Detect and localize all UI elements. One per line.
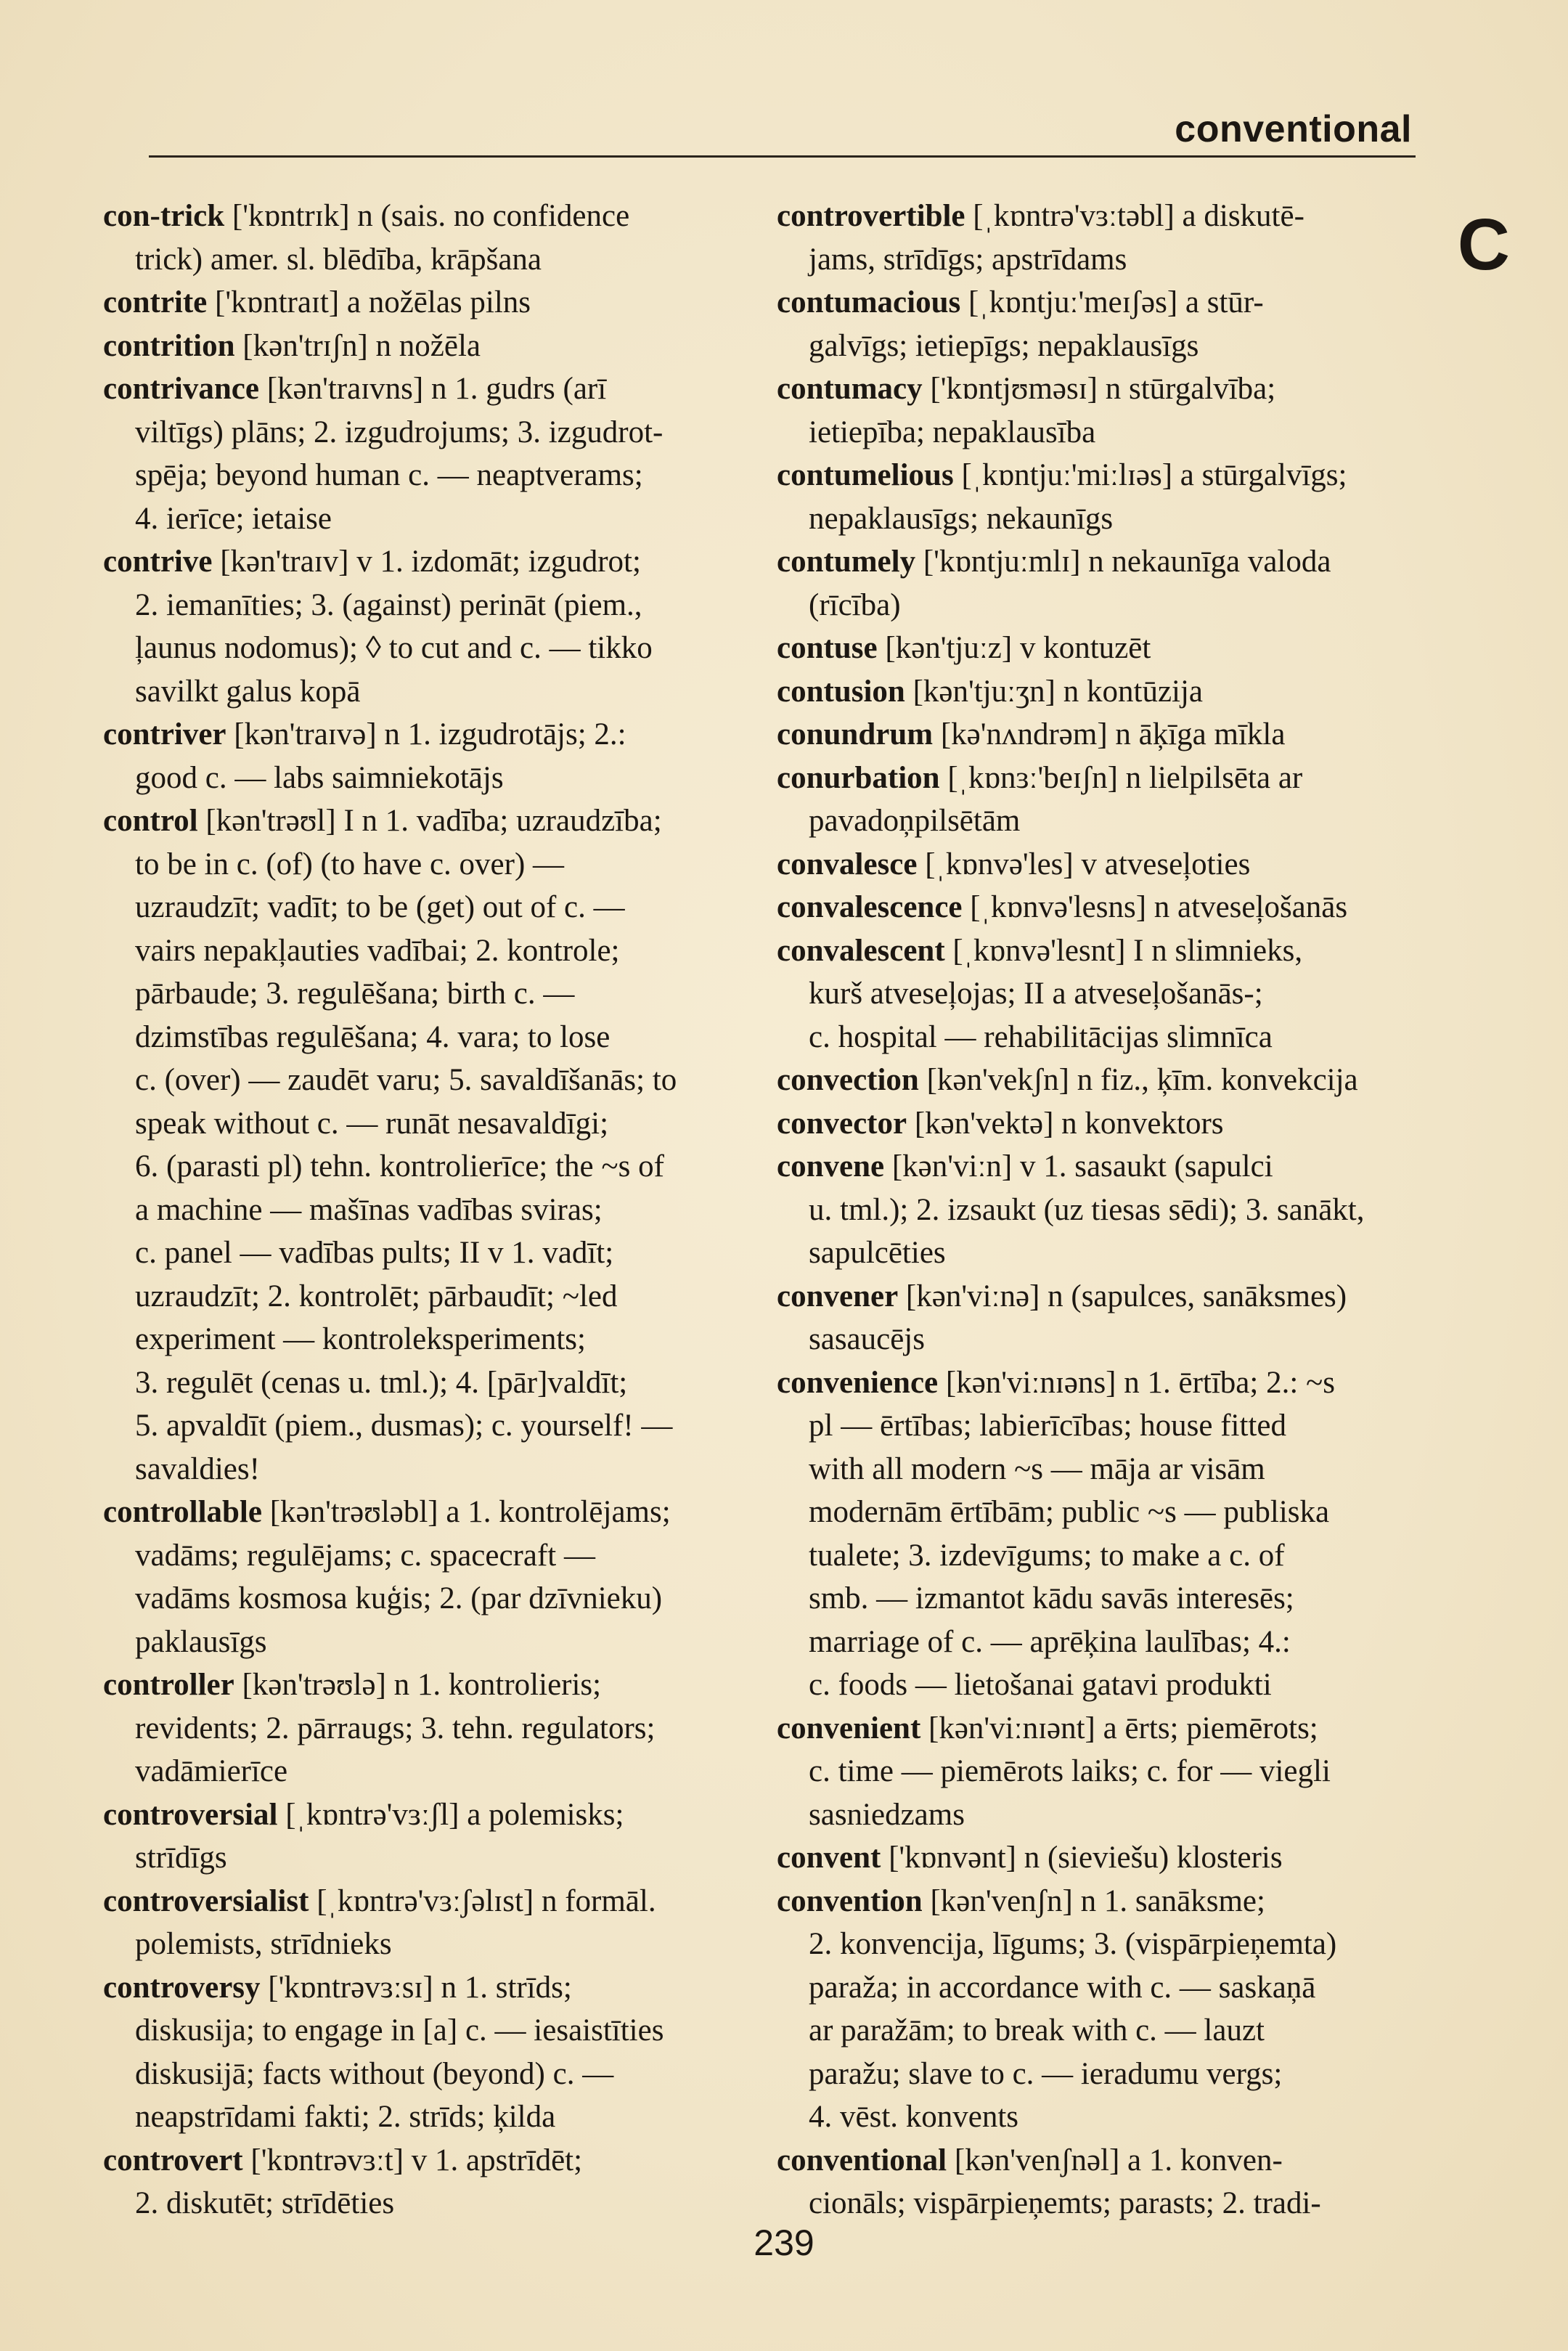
dictionary-entry [777,1059,1416,1102]
header-rule [149,155,1416,158]
entry-text: 2. konvencija, līgums; 3. (vispārpieņemta) [809,1927,1337,1961]
entry-headword: contriver [103,717,226,751]
entry-line [135,2182,738,2225]
entry-headword: conundrum [777,717,934,751]
entry-text: [kən'tjuːz] v kontuzēt [885,631,1151,665]
dictionary-entry [777,1361,1416,1707]
entry-text: ['kɒnvənt] n (sieviešu) klosteris [889,1841,1283,1875]
entry-line [809,1016,1416,1059]
entry-text: kurš atveseļojas; II a atveseļošanās-; [809,977,1263,1011]
entry-text: nepaklausīgs; nekaunīgs [809,501,1114,536]
entry-headword: convection [777,1063,919,1097]
entry-line [103,713,738,757]
entry-text: [kən'trəʊlə] n 1. kontrolieris; [242,1668,602,1702]
entry-line [777,1880,1416,1923]
entry-line [809,497,1416,541]
dictionary-entry [103,367,738,540]
entry-text: ietiepība; nepaklausība [809,415,1096,449]
entry-text: ļaunus nodomus); ◊ to cut and c. — tikko [135,631,653,665]
entry-line [809,1750,1416,1793]
dictionary-entry [103,281,738,325]
entry-text: smb. — izmantot kādu savās interesēs; [809,1581,1294,1615]
entry-text: (rīcība) [809,587,901,622]
entry-text: sapulcēties [809,1236,946,1270]
entry-text: with all modern ~s — māja ar visām [809,1451,1265,1486]
entry-line [135,972,738,1016]
entry-text: [ˌkɒntrə'vɜːʃəlɪst] n formāl. [317,1883,656,1918]
entry-headword: convention [777,1883,923,1918]
entry-line [777,1145,1416,1189]
entry-text: c. foods — lietošanai gatavi produkti [809,1668,1272,1702]
entry-text: vairs nepakļauties vadībai; 2. kontrole; [135,933,620,968]
dictionary-entry [777,1145,1416,1275]
entry-text: [ˌkɒntjuː'meɪʃəs] a stūr- [968,285,1264,319]
entry-line [135,1534,738,1578]
entry-text: spēja; beyond human c. — neaptverams; [135,458,643,492]
entry-line [135,238,738,282]
entry-line [809,2009,1416,2053]
entry-text: [kən'tjuːʒn] n kontūzija [912,674,1204,709]
entry-headword: conventional [777,2143,947,2177]
entry-text: [kən'traɪvns] n 1. gudrs (arī [266,372,607,406]
entry-text: [kən'traɪvə] n 1. izgudrotājs; 2.: [234,717,626,751]
dictionary-entry [777,1836,1416,1880]
entry-text: [ˌkɒntrə'vɜːtəbl] a diskutē- [973,199,1304,233]
entry-line [135,1577,738,1621]
entry-line [777,886,1416,929]
entry-line [809,1448,1416,1491]
entry-text: [kən'trɪʃn] n nožēla [242,328,481,363]
dictionary-entry [103,799,738,1491]
entry-line [103,1491,738,1534]
entry-line [809,1231,1416,1275]
entry-text: marriage of c. — aprēķina laulības; 4.: [809,1624,1291,1659]
entry-line [777,1275,1416,1319]
entry-headword: contrition [103,328,235,363]
entry-text: dzimstības regulēšana; 4. vara; to lose [135,1019,611,1054]
entry-line [135,2095,738,2139]
entry-line [135,1404,738,1448]
right-column [777,195,1416,2225]
entry-line [135,1016,738,1059]
entry-line [135,1836,738,1880]
entry-line [135,929,738,973]
entry-text: [kən'vektə] n konvektors [914,1106,1224,1141]
entry-headword: convent [777,1841,881,1875]
entry-headword: contumacy [777,372,923,406]
entry-headword: convenience [777,1365,939,1400]
entry-text: [ˌkɒnɜː'beɪʃn] n lielpilsēta ar [947,760,1303,795]
entry-line [809,584,1416,627]
dictionary-entry [777,627,1416,670]
entry-headword: convalesce [777,847,918,881]
entry-line [135,584,738,627]
entry-headword: con-trick [103,199,225,233]
entry-line [777,367,1416,411]
entry-text: 4. ierīce; ietaise [135,501,332,536]
entry-text: u. tml.); 2. izsaukt (uz tiesas sēdi); 3. sanākt, [809,1192,1365,1227]
dictionary-entry [103,195,738,281]
entry-text: 5. apvaldīt (piem., dusmas); c. yourself! — [135,1409,673,1443]
entry-headword: controvertible [777,199,965,233]
entry-headword: convalescent [777,933,945,968]
entry-line [103,799,738,843]
entry-line [135,1318,738,1361]
entry-line [777,454,1416,497]
entry-text: c. (over) — zaudēt varu; 5. savaldīšanās; to [135,1063,677,1097]
entry-text: polemists, strīdnieks [135,1927,392,1961]
dictionary-entry [103,325,738,368]
entry-text: pavadoņpilsētām [809,804,1021,838]
entry-line [809,238,1416,282]
entry-line [777,1102,1416,1146]
entry-text: tualete; 3. izdevīgums; to make a c. of [809,1538,1285,1573]
dictionary-entry [777,713,1416,757]
entry-headword: contrive [103,545,213,579]
entry-line [103,195,738,238]
entry-text: c. hospital — rehabilitācijas slimnīca [809,1019,1273,1054]
entry-text: diskusija; to engage in [a] c. — iesaistīties [135,2013,664,2048]
entry-line [103,367,738,411]
entry-text: vadāmierīce [135,1754,288,1788]
entry-text: [ˌkɒntjuː'miːlɪəs] a stūrgalvīgs; [961,458,1347,492]
entry-text: uzraudzīt; vadīt; to be (get) out of c. — [135,890,625,924]
entry-text: [ˌkɒnvə'lesns] n atveseļošanās [970,890,1348,924]
entry-text: [ˌkɒntrə'vɜːʃl] a polemisks; [285,1797,624,1832]
entry-line [809,1923,1416,1966]
entry-line [135,1621,738,1664]
dictionary-entry [777,1102,1416,1146]
entry-text: speak without c. — runāt nesavaldīgi; [135,1106,609,1141]
dictionary-entry [777,195,1416,281]
entry-text: a machine — mašīnas vadības sviras; [135,1192,603,1227]
entry-line [135,843,738,887]
entry-text: [kən'traɪv] v 1. izdomāt; izgudrot; [220,545,641,579]
dictionary-entry [777,281,1416,367]
entry-text: [kən'trəʊləbl] a 1. kontrolējams; [269,1495,671,1529]
entry-text: experiment — kontroleksperiments; [135,1322,586,1356]
dictionary-entry [103,2139,738,2225]
entry-text: cionāls; vispārpieņemts; parasts; 2. tradi- [809,2186,1321,2220]
entry-headword: contrite [103,285,208,319]
entry-headword: controller [103,1668,234,1702]
entry-line [135,454,738,497]
entry-text: 3. regulēt (cenas u. tml.); 4. [pār]valdīt; [135,1365,628,1400]
entry-text: vadāms; regulējams; c. spacecraft — [135,1538,595,1573]
dictionary-entry [777,757,1416,843]
entry-line [135,411,738,455]
entry-headword: contusion [777,674,905,709]
entry-line [103,1663,738,1707]
entry-line [135,497,738,541]
entry-line [135,2009,738,2053]
entry-headword: controvert [103,2143,243,2177]
entry-line [777,1059,1416,1102]
dictionary-entry [103,1491,738,1663]
entry-line [135,1231,738,1275]
entry-text: ['kɒntjuːmlɪ] n nekaunīga valoda [923,545,1331,579]
entry-text: ar paražām; to break with c. — lauzt [809,2013,1265,2048]
entry-text: pl — ērtības; labierīcības; house fitted [809,1409,1286,1443]
entry-text: [kən'venʃn] n 1. sanāksme; [930,1883,1265,1918]
entry-text: modernām ērtībām; public ~s — publiska [809,1495,1330,1529]
entry-text: diskusijā; facts without (beyond) c. — [135,2056,614,2091]
entry-line [135,1059,738,1102]
entry-line [809,1189,1416,1232]
entry-text: 2. diskutēt; strīdēties [135,2186,395,2220]
dictionary-entry [777,1275,1416,1361]
entry-text: [kən'trəʊl] I n 1. vadība; uzraudzība; [205,804,662,838]
entry-line [809,1491,1416,1534]
entry-text: sasaucējs [809,1322,925,1356]
entry-line [103,2139,738,2183]
entry-line [777,757,1416,800]
entry-text: ['kɒntjʊməsɪ] n stūrgalvība; [930,372,1276,406]
entry-text: savilkt galus kopā [135,674,361,709]
entry-text: [kən'viːnɪəns] n 1. ērtība; 2.: ~s [945,1365,1336,1400]
dictionary-entry [777,886,1416,929]
entry-line [135,1361,738,1405]
entry-line [103,1793,738,1837]
entry-line [777,713,1416,757]
dictionary-entry [777,843,1416,887]
entry-text: ['kɒntraɪt] a nožēlas pilns [215,285,531,319]
entry-line [777,540,1416,584]
entry-text: to be in c. (of) (to have c. over) — [135,847,565,881]
entry-line [809,972,1416,1016]
entry-headword: controversial [103,1797,278,1832]
entry-text: [ˌkɒnvə'lesnt] I n slimnieks, [952,933,1303,968]
dictionary-entry [103,1966,738,2139]
entry-text: c. panel — vadības pults; II v 1. vadīt; [135,1236,614,1270]
entry-text: paklausīgs [135,1624,267,1659]
entry-line [809,1404,1416,1448]
entry-text: ['kɒntrəvɜːt] v 1. apstrīdēt; [250,2143,583,2177]
entry-line [135,757,738,800]
entry-text: [kən'venʃnəl] a 1. konven- [954,2143,1283,2177]
entry-line [135,1189,738,1232]
dictionary-entry [777,1707,1416,1837]
entry-line [809,2053,1416,2096]
entry-text: paražu; slave to c. — ieradumu vergs; [809,2056,1283,2091]
entry-line [809,1621,1416,1664]
entry-line [809,411,1416,455]
entry-headword: contrivance [103,372,259,406]
entry-text: 4. vēst. konvents [809,2100,1019,2134]
running-head: conventional [1175,108,1412,150]
entry-line [103,1880,738,1923]
dictionary-entry [103,1793,738,1880]
entry-line [135,886,738,929]
entry-headword: controllable [103,1495,262,1529]
entry-headword: convalescence [777,890,963,924]
dictionary-entry [777,1880,1416,2139]
entry-line [135,1102,738,1146]
entry-text: ['kɒntrɪk] n (sais. no confidence [232,199,630,233]
entry-line [809,799,1416,843]
dictionary-entry [103,1663,738,1793]
entry-text: 2. iemanīties; 3. (against) perināt (piem., [135,587,642,622]
entry-line [777,929,1416,973]
entry-line [135,1923,738,1966]
entry-headword: contumacious [777,285,961,319]
entry-text: c. time — piemērots laiks; c. for — viegli [809,1754,1331,1788]
dictionary-entry [777,670,1416,714]
entry-line [809,1534,1416,1578]
entry-text: ['kɒntrəvɜːsɪ] n 1. strīds; [268,1970,572,2005]
entry-text: jams, strīdīgs; apstrīdams [809,242,1127,277]
dictionary-entry [777,929,1416,1059]
entry-headword: convene [777,1149,885,1183]
entry-line [103,1966,738,2010]
entry-line [777,627,1416,670]
entry-text: pārbaude; 3. regulēšana; birth c. — [135,977,575,1011]
entry-line [809,1663,1416,1707]
entry-line [777,670,1416,714]
entry-headword: contumely [777,545,916,579]
entry-text: viltīgs) plāns; 2. izgudrojums; 3. izgudrot- [135,415,663,449]
entry-line [135,1145,738,1189]
entry-line [777,1836,1416,1880]
entry-text: sasniedzams [809,1797,965,1832]
entry-line [809,1966,1416,2010]
dictionary-entry [103,1880,738,1966]
entry-headword: convenient [777,1711,921,1745]
left-column [103,195,738,2225]
entry-headword: control [103,804,198,838]
entry-headword: convener [777,1279,899,1313]
entry-line [809,2095,1416,2139]
entry-line [135,1750,738,1793]
entry-text: [kə'nʌndrəm] n āķīga mīkla [940,717,1286,751]
entry-text: [ˌkɒnvə'les] v atveseļoties [925,847,1251,881]
entry-line [809,1793,1416,1837]
entry-line [777,843,1416,887]
entry-line [777,195,1416,238]
entry-line [135,1275,738,1319]
entry-line [103,281,738,325]
entry-text: uzraudzīt; 2. kontrolēt; pārbaudīt; ~led [135,1279,618,1313]
dictionary-entry [103,540,738,713]
entry-text: revidents; 2. pārraugs; 3. tehn. regulators; [135,1711,656,1745]
entry-headword: conurbation [777,760,940,795]
entry-text: neapstrīdami fakti; 2. strīds; ķilda [135,2100,556,2134]
entry-headword: controversy [103,1970,261,2005]
entry-text: paraža; in accordance with c. — saskaņā [809,1970,1316,2005]
dictionary-entry [777,367,1416,454]
entry-line [103,325,738,368]
entry-text: strīdīgs [135,1841,227,1875]
entry-line [777,2139,1416,2183]
entry-text: [kən'viːn] v 1. sasaukt (sapulci [891,1149,1273,1183]
entry-text: vadāms kosmosa kuģis; 2. (par dzīvnieku) [135,1581,663,1615]
entry-line [135,1707,738,1751]
dictionary-entry [777,2139,1416,2225]
page-number: 239 [754,2222,814,2263]
entry-text: savaldies! [135,1451,260,1486]
entry-headword: contumelious [777,458,954,492]
dictionary-entry [103,713,738,799]
entry-text: [kən'viːnɪənt] a ērts; piemērots; [928,1711,1318,1745]
entry-line [135,2053,738,2096]
entry-text: [kən'vekʃn] n fiz., ķīm. konvekcija [926,1063,1358,1097]
entry-headword: convector [777,1106,907,1141]
entry-line [103,540,738,584]
thumb-index-letter: C [1457,204,1510,285]
entry-line [777,281,1416,325]
entry-text: [kən'viːnə] n (sapulces, sanāksmes) [905,1279,1347,1313]
dictionary-entry [777,454,1416,540]
entry-line [777,1707,1416,1751]
dictionary-entry [777,540,1416,627]
entry-line [777,1361,1416,1405]
entry-line [135,1448,738,1491]
entry-text: 6. (parasti pl) tehn. kontrolierīce; the ~s of [135,1149,664,1183]
entry-line [809,1577,1416,1621]
entry-text: galvīgs; ietiepīgs; nepaklausīgs [809,328,1199,363]
entry-text: good c. — labs saimniekotājs [135,760,504,795]
entry-line [135,627,738,670]
entry-line [809,1318,1416,1361]
entry-headword: contuse [777,631,878,665]
entry-line [809,2182,1416,2225]
entry-headword: controversialist [103,1883,309,1918]
entry-text: trick) amer. sl. blēdība, krāpšana [135,242,542,277]
entry-line [809,325,1416,368]
entry-line [135,670,738,714]
